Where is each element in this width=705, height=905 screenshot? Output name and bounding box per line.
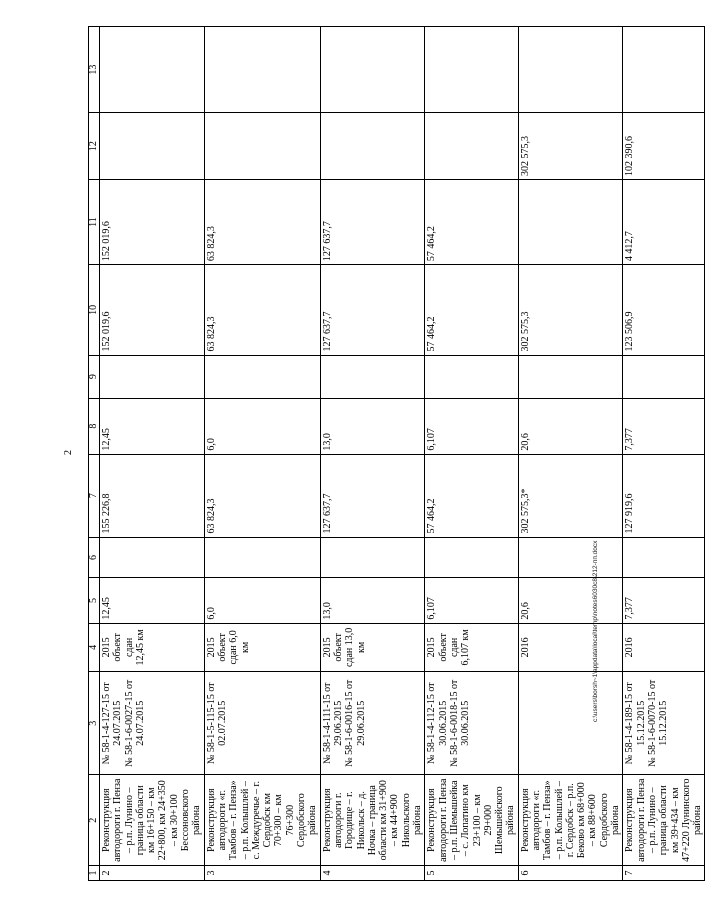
table-cell-col-8: 7,377 — [623, 398, 705, 454]
table-cell-col-9 — [100, 355, 205, 398]
header-cell: 11 — [89, 180, 100, 265]
header-cell: 9 — [89, 355, 100, 398]
header-cell: 5 — [89, 578, 100, 623]
table-cell-col-10: 152 019,6 — [100, 265, 205, 355]
table-cell-col-2: Реконструкция автодороги г. Городище – г. Никольск – д. Ночка – граница области км 31+900 – км 44+900 Никольского района — [320, 775, 425, 865]
table-cell-col-3: № 58-1-4-189-15 от 15.12.2015 № 58-1-6-0070-15 от 15.12.2015 — [623, 672, 705, 775]
table-cell-col-8: 20,6 — [518, 398, 623, 454]
header-cell: 13 — [89, 27, 100, 113]
table-cell-col-5: 13,0 — [320, 578, 425, 623]
table-cell-col-1: 3 — [204, 865, 320, 880]
table-cell-col-1: 5 — [425, 865, 518, 880]
table-row — [100, 27, 205, 881]
table-cell-col-2: Реконструкция автодороги г. Пенза – р.п. Лунино – граница области км 16+150 – км 22+800, км 24+350 – км 30+100 Бессоновского района — [100, 775, 205, 865]
table-cell-col-2: Реконструкция автодороги «г. Тамбов – г. Пенза» – р.п. Колышлей – г. Сердобск – р.п. Беково км 68+000 – км 88+600 Сердобского района — [518, 775, 623, 865]
table-cell-col-5: 7,377 — [623, 578, 705, 623]
table-cell-col-11: 63 824,3 — [204, 180, 320, 265]
table-cell-col-12 — [320, 113, 425, 180]
table-cell-col-6 — [623, 537, 705, 578]
header-row — [89, 27, 100, 881]
table-cell-col-10: 57 464,2 — [425, 265, 518, 355]
table-cell-col-13 — [518, 27, 623, 113]
table-cell-col-3: № 58-1-5-115-15 от 02.07.2015 — [204, 672, 320, 775]
table-cell-col-7: 57 464,2 — [425, 454, 518, 537]
file-path-footer: c:\users\borsh~1\appdata\local\temp\notes6030c8\212-пп.docx — [592, 540, 599, 722]
table-cell-col-2: Реконструкция автодороги г. Пенза – р.п. Лунино – граница области км 39+434 – км 47+220 Лунинского района — [623, 775, 705, 865]
table-cell-col-3: № 58-1-4-127-15 от 24.07.2015 № 58-1-6-0027-15 от 24.07.2015 — [100, 672, 205, 775]
table-cell-col-5: 12,45 — [100, 578, 205, 623]
table-cell-col-10: 63 824,3 — [204, 265, 320, 355]
rotated-table-container — [88, 26, 705, 881]
table-cell-col-6 — [518, 537, 623, 578]
table-cell-col-12 — [100, 113, 205, 180]
table-cell-col-1: 4 — [320, 865, 425, 880]
table-cell-col-8: 6,0 — [204, 398, 320, 454]
table-cell-col-6 — [204, 537, 320, 578]
table-cell-col-4: 2016 — [518, 623, 623, 671]
table-row — [425, 27, 518, 881]
table-row — [320, 27, 425, 881]
table-cell-col-10: 123 506,9 — [623, 265, 705, 355]
table-cell-col-8: 12,45 — [100, 398, 205, 454]
header-cell: 4 — [89, 623, 100, 671]
table-cell-col-10: 302 575,3 — [518, 265, 623, 355]
table-cell-col-8: 13,0 — [320, 398, 425, 454]
table-cell-col-7: 127 637,7 — [320, 454, 425, 537]
table-cell-col-2: Реконструкция автодороги «г. Тамбов – г. Пенза» – р.п. Колышлей – с. Междуречье – г. Сердобск км 70+300 – км 76+300 Сердобского района — [204, 775, 320, 865]
table-cell-col-3: № 58-1-4-112-15 от 30.06.2015 № 58-1-6-0018-15 от 30.06.2015 — [425, 672, 518, 775]
table-cell-col-11: 127 637,7 — [320, 180, 425, 265]
table-cell-col-1: 6 — [518, 865, 623, 880]
table-cell-col-3: № 58-1-4-111-15 от 29.06.2015 № 58-1-6-0016-15 от 29.06.2015 — [320, 672, 425, 775]
table-cell-col-12: 102 390,6 — [623, 113, 705, 180]
table-cell-col-3 — [518, 672, 623, 775]
table-row — [623, 27, 705, 881]
table-cell-col-6 — [100, 537, 205, 578]
table-row — [518, 27, 623, 881]
table-cell-col-13 — [425, 27, 518, 113]
table-cell-col-9 — [518, 355, 623, 398]
table-cell-col-11: 4 412,7 — [623, 180, 705, 265]
table-cell-col-12 — [204, 113, 320, 180]
table-cell-col-9 — [204, 355, 320, 398]
page-number: 2 — [63, 450, 74, 455]
header-cell: 12 — [89, 113, 100, 180]
header-cell: 3 — [89, 672, 100, 775]
table-cell-col-13 — [204, 27, 320, 113]
table-cell-col-9 — [425, 355, 518, 398]
header-cell: 8 — [89, 398, 100, 454]
table-cell-col-6 — [320, 537, 425, 578]
header-cell: 2 — [89, 775, 100, 865]
table-cell-col-11: 57 464,2 — [425, 180, 518, 265]
table-cell-col-7: 127 919,6 — [623, 454, 705, 537]
table-cell-col-8: 6,107 — [425, 398, 518, 454]
table-cell-col-11: 152 019,6 — [100, 180, 205, 265]
table-cell-col-5: 6,107 — [425, 578, 518, 623]
table-cell-col-7: 63 824,3 — [204, 454, 320, 537]
table-cell-col-4: 2015 объект сдан 13,0 км — [320, 623, 425, 671]
table-cell-col-11 — [518, 180, 623, 265]
table-cell-col-13 — [623, 27, 705, 113]
table-cell-col-4: 2016 — [623, 623, 705, 671]
header-cell: 10 — [89, 265, 100, 355]
table-cell-col-4: 2015 объект сдан 6,107 км — [425, 623, 518, 671]
table-cell-col-13 — [320, 27, 425, 113]
table-cell-col-2: Реконструкция автодороги г. Пенза – р.п. Шемышейка – с. Лопатино км 23+100 – км 29+000 Шемышейского района — [425, 775, 518, 865]
table-cell-col-12 — [425, 113, 518, 180]
table-cell-col-1: 7 — [623, 865, 705, 880]
header-cell: 6 — [89, 537, 100, 578]
table-cell-col-6 — [425, 537, 518, 578]
table-cell-col-1: 2 — [100, 865, 205, 880]
table-cell-col-13 — [100, 27, 205, 113]
works-table — [88, 26, 705, 881]
table-cell-col-5: 20,6 — [518, 578, 623, 623]
table-cell-col-9 — [623, 355, 705, 398]
table-cell-col-4: 2015 объект сдан 6,0 км — [204, 623, 320, 671]
table-cell-col-12: 302 575,3 — [518, 113, 623, 180]
header-cell: 1 — [89, 865, 100, 880]
table-cell-col-5: 6,0 — [204, 578, 320, 623]
table-cell-col-7: 155 226,8 — [100, 454, 205, 537]
header-cell: 7 — [89, 454, 100, 537]
table-cell-col-7: 302 575,3* — [518, 454, 623, 537]
table-cell-col-4: 2015 объект сдан 12,45 км — [100, 623, 205, 671]
table-cell-col-9 — [320, 355, 425, 398]
table-cell-col-10: 127 637,7 — [320, 265, 425, 355]
table-row — [204, 27, 320, 881]
